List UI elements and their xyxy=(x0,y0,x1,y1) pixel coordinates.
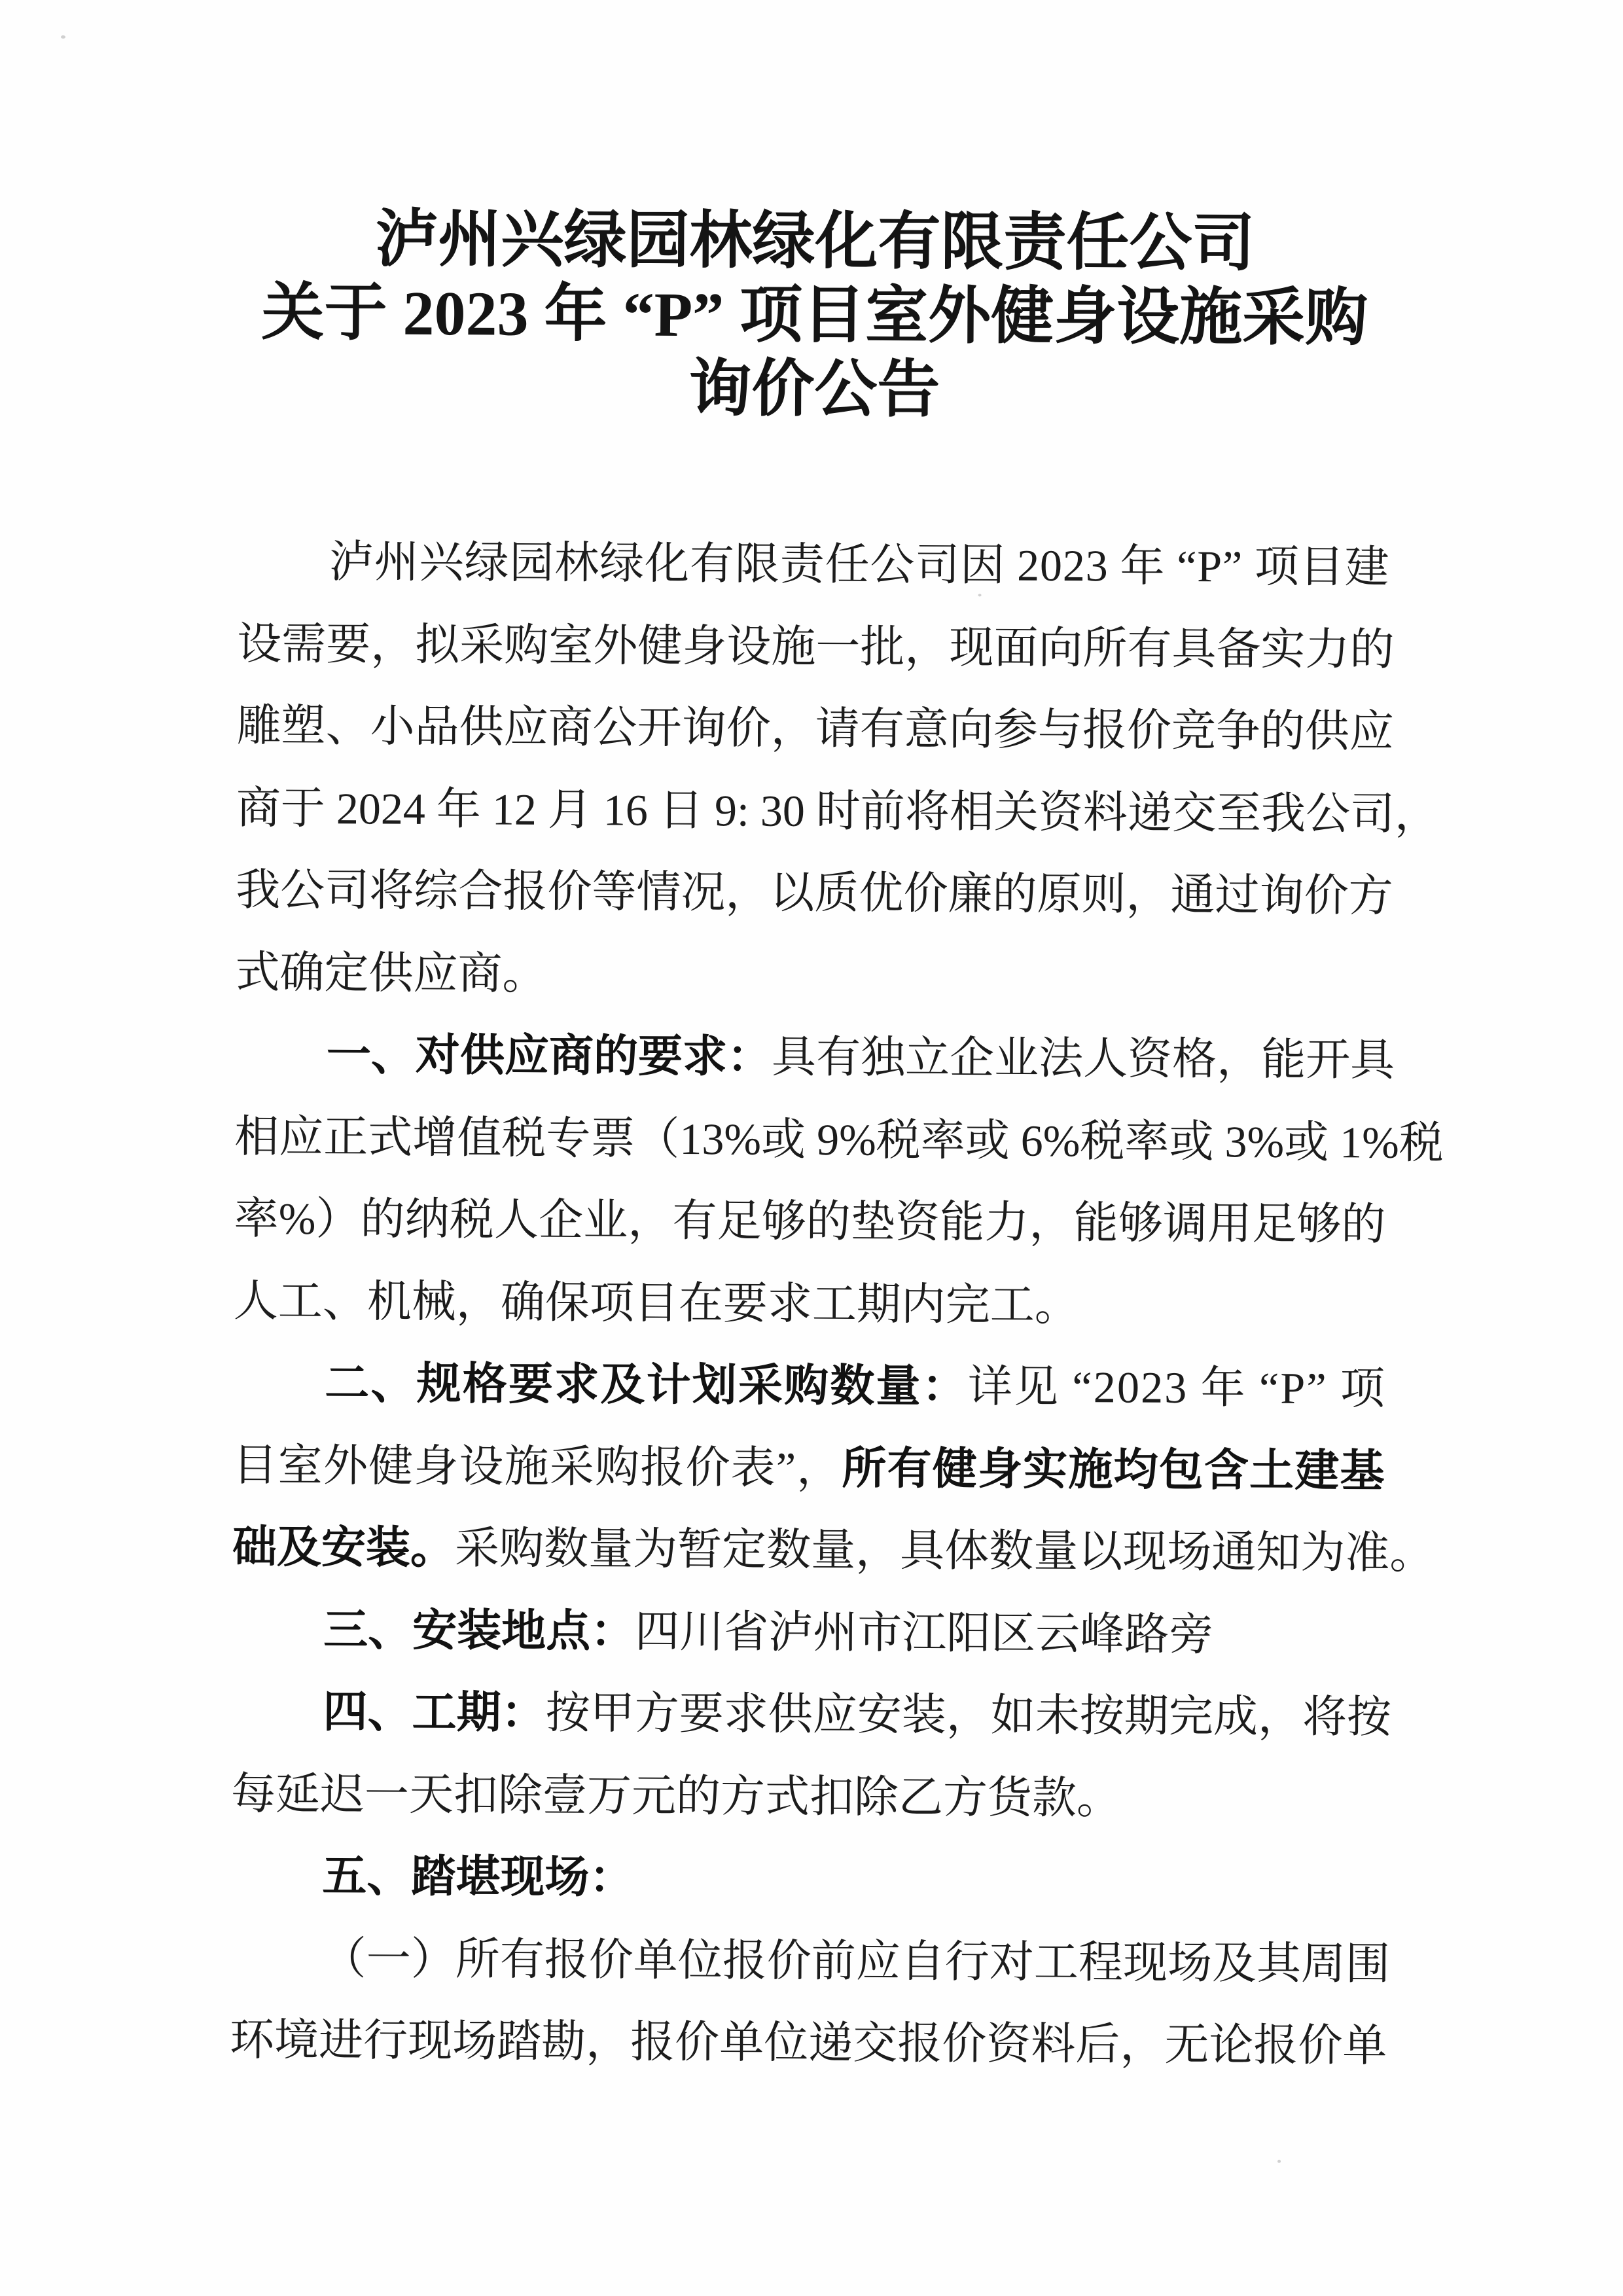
body-line: 率 % ） 的 纳 税 人 企 业 ， 有 足 够 的 垫 资 能 力 ， 能 够 调 用 足 够 的 xyxy=(234,1193,1386,1249)
body-line: 设 需 要 ， 拟 采 购 室 外 健 身 设 施 一 批 ， 现 面 向 所 有 具 备 实 力 的 xyxy=(236,618,1395,675)
body-line: 每延迟一天扣除壹万元的方式扣除乙方货款。 xyxy=(230,1768,1122,1823)
body-line: 商 于 2 0 2 4 年 1 2 月 1 6 日 9 : 3 0 时 前 将 相 关 资 料 递 交 至 我 公 司 ， xyxy=(236,782,1440,839)
document-body xyxy=(229,520,1444,2087)
scan-speck xyxy=(61,35,65,39)
body-line: 环 境 进 行 现 场 踏 勘 ， 报 价 单 位 递 交 报 价 资 料 后 ， 无 论 报 价 单 xyxy=(229,2015,1387,2071)
document-title xyxy=(238,201,1391,429)
body-line: （ 一 ） 所 有 报 价 单 位 报 价 前 应 自 行 对 工 程 现 场 及 其 周 围 xyxy=(321,1933,1391,1989)
body-line: 雕 塑 、 小 品 供 应 商 公 开 询 价 ， 请 有 意 向 参 与 报 价 竞 争 的 供 应 xyxy=(236,700,1395,757)
scan-speck xyxy=(978,594,982,596)
body-line: 人工、机械，确保项目在要求工期内完工。 xyxy=(233,1275,1080,1330)
title-line-company: 泸州兴绿园林绿化有限责任公司 xyxy=(375,204,1255,279)
body-line: 四 、 工 期 ： 按 甲 方 要 求 供 应 安 装 ， 如 未 按 期 完 成 ， 将 按 xyxy=(323,1687,1392,1742)
body-line: 目 室 外 健 身 设 施 采 购 报 价 表 ” ， 所 有 健 身 实 施 均 包 含 土 建 基 xyxy=(232,1439,1385,1496)
title-line-notice-type: 询价公告 xyxy=(688,353,940,425)
body-line: 我 公 司 将 综 合 报 价 等 情 况 ， 以 质 优 价 廉 的 原 则 ， 通 过 询 价 方 xyxy=(236,865,1393,921)
body-line: 相 应 正 式 增 值 税 专 票 （ 1 3 % 或 9 % 税 率 或 6 % 税 率 或 3 % 或 1 % 税 xyxy=(234,1111,1444,1168)
body-line: 泸 州 兴 绿 园 林 绿 化 有 限 责 任 公 司 因 2 0 2 3 年 “ P ” 项 目 建 xyxy=(329,537,1389,592)
body-line: 二 、 规 格 要 求 及 计 划 采 购 数 量 ： 详 见 “ 2 0 2 3 年 “ P ” 项 xyxy=(325,1358,1385,1414)
body-line: 三、安装地点：四川省泸州市江阳区云峰路旁 xyxy=(323,1604,1214,1659)
body-line: 式确定供应商。 xyxy=(235,946,547,999)
body-line: 一 、 对 供 应 商 的 要 求 ： 具 有 独 立 企 业 法 人 资 格 ， 能 开 具 xyxy=(326,1030,1395,1085)
body-line: 础 及 安 装 。 采 购 数 量 为 暂 定 数 量 ， 具 体 数 量 以 现 场 通 知 为 准 。 xyxy=(232,1522,1435,1578)
title-line-subject: 关于 2023 年 “P” 项目室外健身设施采购 xyxy=(261,277,1368,353)
scan-speck xyxy=(1277,2160,1281,2163)
body-line: 五、踏堪现场： xyxy=(322,1851,634,1903)
